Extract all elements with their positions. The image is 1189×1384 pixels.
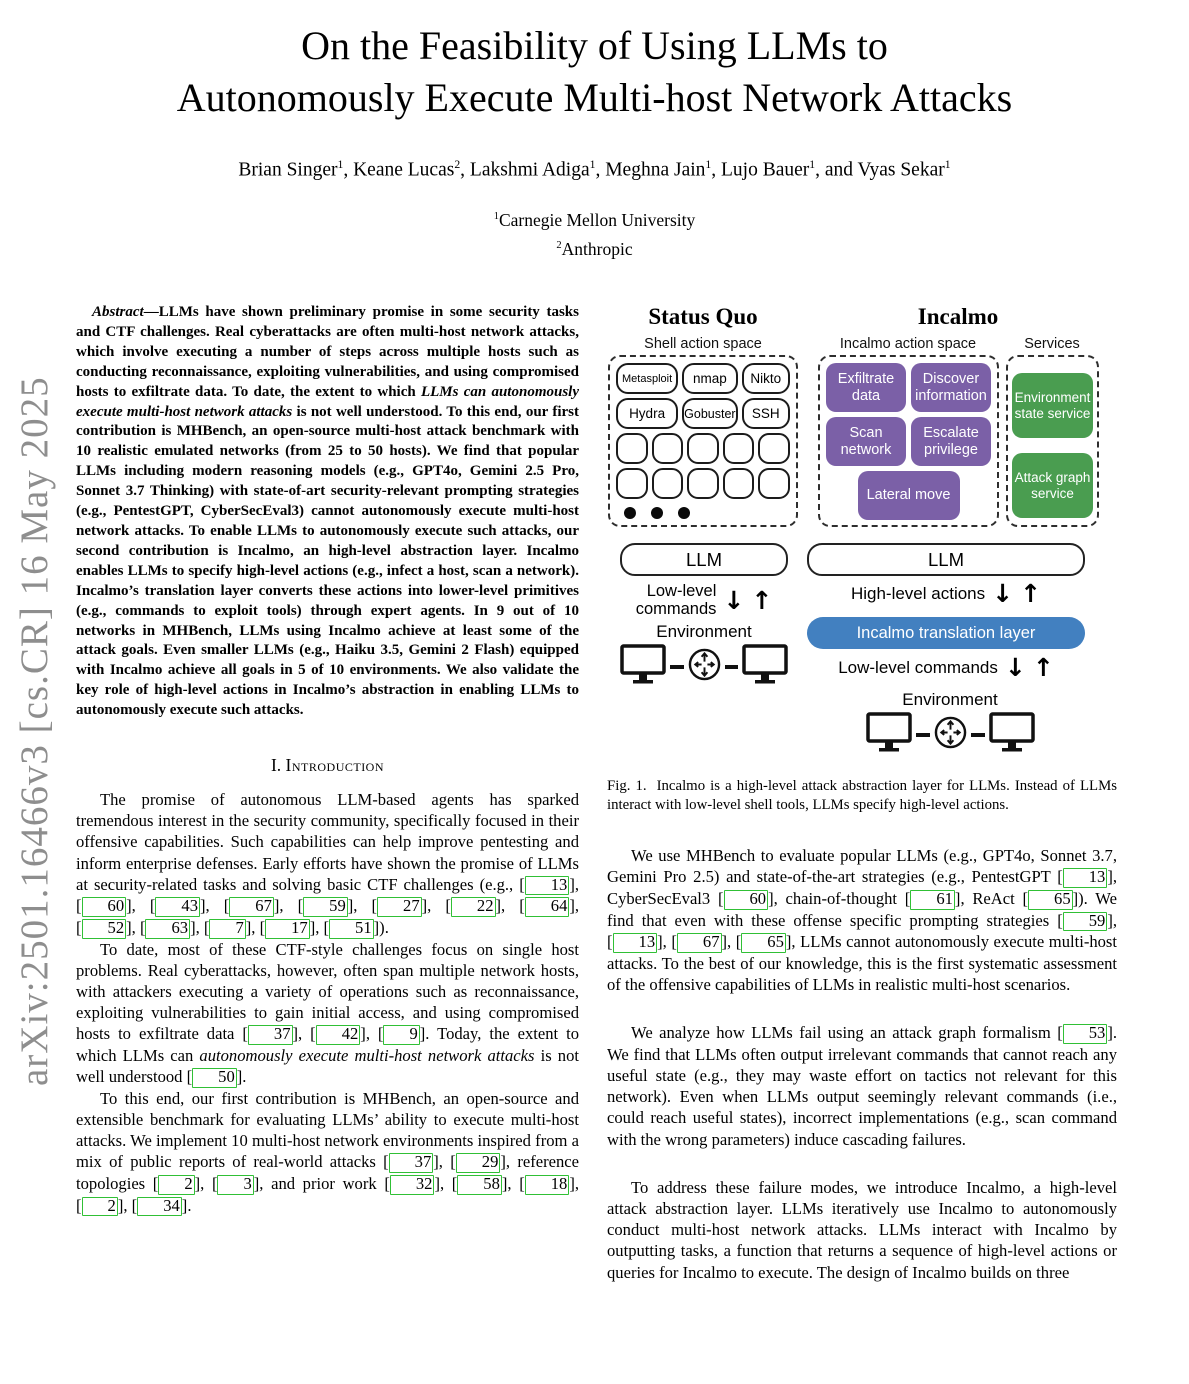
- low-level-commands-label: Low-level commands: [838, 657, 998, 677]
- citation-link[interactable]: 9: [383, 1025, 419, 1045]
- computer-monitor-icon: [742, 644, 788, 690]
- action-box: Scan network: [826, 417, 906, 466]
- citation-link[interactable]: 58: [457, 1175, 502, 1195]
- empty-tool-box: [616, 433, 648, 464]
- empty-tool-box: [723, 433, 755, 464]
- citation-link[interactable]: 37: [248, 1025, 293, 1045]
- empty-tool-box: [652, 433, 684, 464]
- paper-title-line1: On the Feasibility of Using LLMs to: [301, 23, 888, 68]
- citation-link[interactable]: 60: [82, 897, 127, 917]
- author-list: Brian Singer$^1$, Keane Lucas$^2$, Lakshmi Adiga$^1$, Meghna Jain$^1$, Lujo Bauer$^1$, and Vyas Sekar$^1$: [238, 158, 951, 181]
- citation-link[interactable]: 7: [209, 919, 245, 939]
- computer-monitor-icon: [620, 644, 666, 690]
- network-link: [670, 665, 684, 669]
- down-arrow-icon: ↓: [723, 585, 745, 615]
- citation-link[interactable]: 43: [155, 897, 200, 917]
- citation-link[interactable]: 13: [525, 876, 570, 896]
- high-level-actions-row: [807, 581, 1085, 606]
- low-level-commands-row-status-quo: [620, 582, 788, 619]
- citation-link[interactable]: 17: [265, 919, 310, 939]
- high-level-actions-label: High-level actions: [850, 583, 986, 603]
- right-column: [607, 300, 1117, 1283]
- incalmo-actions-grid: [826, 363, 991, 520]
- figure-1: [607, 300, 1117, 814]
- ellipsis-dots: [624, 507, 790, 519]
- up-arrow-icon: ↑: [751, 585, 773, 615]
- llm-box-status-quo: LLM: [620, 543, 788, 576]
- citation-link[interactable]: 52: [82, 919, 127, 939]
- citation-link[interactable]: 34: [137, 1197, 182, 1217]
- citation-link[interactable]: 61: [910, 890, 955, 910]
- incalmo-action-space-label: Incalmo action space: [839, 336, 977, 352]
- tool-box: Gobuster: [682, 398, 737, 429]
- citation-link[interactable]: 22: [451, 897, 496, 917]
- empty-tool-box: [758, 468, 790, 499]
- up-arrow-icon: ↑: [1032, 653, 1054, 682]
- computer-monitor-icon: [989, 712, 1035, 758]
- empty-tools-grid: [616, 433, 790, 499]
- network-link: [971, 733, 985, 737]
- shell-action-space-label: Shell action space: [644, 336, 762, 352]
- low-level-commands-row-incalmo: [807, 655, 1085, 680]
- citation-link[interactable]: 32: [390, 1175, 435, 1195]
- ellipsis-dot: [624, 507, 636, 519]
- network-link: [725, 665, 739, 669]
- citation-link[interactable]: 13: [613, 933, 658, 953]
- citation-link[interactable]: 64: [525, 897, 570, 917]
- citation-link[interactable]: 13: [1063, 868, 1108, 888]
- computer-monitor-icon: [866, 712, 912, 758]
- tool-box: Metasploit: [616, 363, 678, 394]
- citation-link[interactable]: 59: [303, 897, 348, 917]
- arxiv-watermark: arXiv:2501.16466v3 [cs.CR] 16 May 2025: [13, 376, 56, 1086]
- intro-paragraph-2: To date, most of these CTF-style challenges focus on single host problems. Real cyberattacks, however, often span multiple network hosts, with attackers executing a variety of operations such as reconnaissance, exploiting vulnerabilities to gain initial access, and using compromised hosts to exfiltrate data [ 37 ], [ 42 ], [ 9 ]. Today, the extent to which LLMs can autonomously execute multi-host network attacks is not well understood [ 50 ].: [76, 939, 579, 1087]
- incalmo-action-space-box: [818, 355, 999, 527]
- tool-box: SSH: [742, 398, 790, 429]
- right-paragraph-3: To address these failure modes, we introduce Incalmo, a high-level attack abstraction layer. LLMs iteratively use Incalmo to autonomously conduct multi-host network attacks. LLMs interact with Incalmo by outputting tasks, a function that returns a sequence of high-level actions or queries for Incalmo to execute. The design of Incalmo builds on three: [607, 1177, 1117, 1282]
- action-box: Exfiltrate data: [826, 363, 906, 412]
- action-box: Escalate privilege: [911, 417, 991, 466]
- shell-tools-grid: [616, 363, 790, 429]
- environment-diagram-incalmo: [863, 712, 1037, 758]
- citation-link[interactable]: 59: [1063, 912, 1108, 932]
- action-box: Lateral move: [858, 471, 960, 520]
- environment-diagram-status-quo: [620, 644, 788, 690]
- incalmo-translation-layer: Incalmo translation layer: [807, 617, 1085, 649]
- empty-tool-box: [687, 468, 719, 499]
- citation-link[interactable]: 53: [1063, 1024, 1108, 1044]
- citation-link[interactable]: 60: [724, 890, 769, 910]
- abstract: Abstract—LLMs have shown preliminary promise in some security tasks and CTF challenges. Real cyberattacks are often multi-host network attacks, which involve executing a number of steps across multiple hosts such as conducting reconnaissance, exploiting vulnerabilities, and using compromised hosts to exfiltrate data. To date, the extent to which LLMs can autonomously execute multi-host network attacks is not well understood. To this end, our first contribution is MHBench, an open-source multi-host attack benchmark with 10 realistic emulated networks (from 25 to 50 hosts). We find that popular LLMs including modern reasoning models (e.g., GPT4o, Gemini 2.5 Pro, Sonnet 3.7 Thinking) with state-of-art security-relevant prompting strategies (e.g., PentestGPT, CyberSecEval3) cannot autonomously execute multi-host network attacks. To enable LLMs to autonomously execute such attacks, our second contribution is Incalmo, an high-level abstraction layer. Incalmo enables LLMs to specify high-level actions (e.g., infect a host, scan a network). Incalmo’s translation layer converts these actions into lower-level primitives (e.g., commands to exploit tools) through expert agents. In 9 out of 10 networks in MHBench, LLMs using Incalmo achieve at least some of the attack goals. Even smaller LLMs (e.g., Haiku 3.5, Gemini 2 Flash) equipped with Incalmo achieve all goals in 5 of 10 environments. We also validate the key role of high-level actions in Incalmo’s abstraction in enabling LLMs to autonomously execute such attacks.: [76, 304, 580, 719]
- empty-tool-box: [758, 433, 790, 464]
- empty-tool-box: [687, 433, 719, 464]
- intro-paragraph-1: The promise of autonomous LLM-based agents has sparked tremendous interest in the security community, specifically focused in their offensive capabilities. Such capabilities can help improve pentesting and inform enterprise defenses. Early efforts have shown the promise of LLMs at security-related tasks and solving basic CTF challenges (e.g., [ 13 ], [ 60 ], [ 43 ], [ 67 ], [ 59 ], [ 27 ], [ 22 ], [ 64 ], [ 52 ], [ 63 ], [ 7 ], [ 17 ], [ 51 ]).: [76, 790, 580, 938]
- citation-link[interactable]: 18: [525, 1175, 570, 1195]
- paper-title: [0, 20, 1189, 124]
- ellipsis-dot: [651, 507, 663, 519]
- section-heading-introduction: I. Introduction: [270, 755, 385, 776]
- right-paragraph-2: We analyze how LLMs fail using an attack graph formalism [ 53 ]. We find that LLMs often output irrelevant commands that cannot reach any useful state (e.g., they may waste effort on tactics not relevant for this network). Even when LLMs output seemingly relevant commands (i.e., could reach useful states), incorrect implementations (e.g., scan command with the wrong parameters) induce cascading failures.: [607, 1023, 1117, 1149]
- affiliations: [0, 204, 1189, 262]
- right-paragraph-1: We use MHBench to evaluate popular LLMs (e.g., GPT4o, Sonnet 3.7, Gemini Pro 2.5) and state-of-the-art strategies (e.g., PentestGPT [ 13 ], CyberSecEval3 [ 60 ], chain-of-thought [ 61 ], ReAct [ 65 ]). We find that even with these offense specific prompting strategies [ 59 ], [ 13 ], [ 67 ], [ 65 ], LLMs cannot autonomously execute multi-host attacks. To the best of our knowledge, this is the first systematic assessment of the offensive capabilities of LLMs in realistic multi-host scenarios.: [607, 846, 1118, 994]
- figure-caption: Fig. 1. Incalmo is a high-level attack abstraction layer for LLMs. Instead of LLMs interact with low-level shell tools, LLMs specify high-level actions.: [607, 778, 1117, 813]
- services-box: [1006, 355, 1099, 527]
- empty-tool-box: [652, 468, 684, 499]
- citation-link[interactable]: 51: [329, 919, 374, 939]
- environment-label-incalmo: Environment: [902, 690, 998, 709]
- citation-link[interactable]: 37: [389, 1153, 434, 1173]
- shell-action-space-box: [608, 355, 798, 527]
- citation-link[interactable]: 42: [316, 1025, 361, 1045]
- citation-link[interactable]: 65: [1028, 890, 1073, 910]
- incalmo-title: Incalmo: [917, 304, 999, 329]
- citation-link[interactable]: 65: [741, 933, 786, 953]
- citation-link[interactable]: 63: [145, 919, 190, 939]
- up-arrow-icon: ↑: [1020, 579, 1042, 608]
- paper-title-line2: Autonomously Execute Multi-host Network Attacks: [176, 75, 1013, 120]
- citation-link[interactable]: 27: [377, 897, 422, 917]
- down-arrow-icon: ↓: [1004, 653, 1026, 682]
- services-label: Services: [1024, 336, 1080, 352]
- router-icon: [934, 716, 967, 754]
- affiliation-1: $^1$Carnegie Mellon University: [493, 209, 696, 230]
- services-list: [1013, 362, 1092, 518]
- ellipsis-dot: [678, 507, 690, 519]
- llm-box-incalmo: LLM: [807, 543, 1085, 576]
- citation-link[interactable]: 2: [158, 1175, 194, 1195]
- network-link: [916, 733, 930, 737]
- tool-box: Nikto: [742, 363, 790, 394]
- status-quo-title: Status Quo: [648, 304, 758, 329]
- service-box: Environment state service: [1012, 373, 1093, 438]
- citation-link[interactable]: 29: [456, 1153, 501, 1173]
- tool-box: nmap: [682, 363, 737, 394]
- citation-link[interactable]: 3: [217, 1175, 253, 1195]
- citation-link[interactable]: 67: [229, 897, 274, 917]
- environment-label-status-quo: Environment: [656, 622, 752, 641]
- affiliation-2: $^2$Anthropic: [556, 238, 633, 259]
- service-box: Attack graph service: [1012, 453, 1093, 518]
- empty-tool-box: [616, 468, 648, 499]
- tool-box: Hydra: [616, 398, 678, 429]
- down-arrow-icon: ↓: [992, 579, 1014, 608]
- figure-1-artwork: [607, 300, 1117, 774]
- citation-link[interactable]: 50: [192, 1068, 237, 1088]
- citation-link[interactable]: 67: [677, 933, 722, 953]
- citation-link[interactable]: 2: [82, 1197, 118, 1217]
- action-box: Discover information: [911, 363, 991, 412]
- intro-paragraph-3: To this end, our first contribution is MHBench, an open-source and extensible benchmark for evaluating LLMs’ ability to execute multi-host attacks. We implement 10 multi-host network environments inspired from a mix of public reports of real-world attacks [ 37 ], [ 29 ], reference topologies [ 2 ], [ 3 ], and prior work [ 32 ], [ 58 ], [ 18 ], [ 2 ], [ 34 ].: [76, 1088, 580, 1215]
- empty-tool-box: [723, 468, 755, 499]
- low-level-commands-label: Low-level commands: [635, 582, 717, 619]
- left-column: [76, 303, 579, 1216]
- router-icon: [688, 648, 721, 686]
